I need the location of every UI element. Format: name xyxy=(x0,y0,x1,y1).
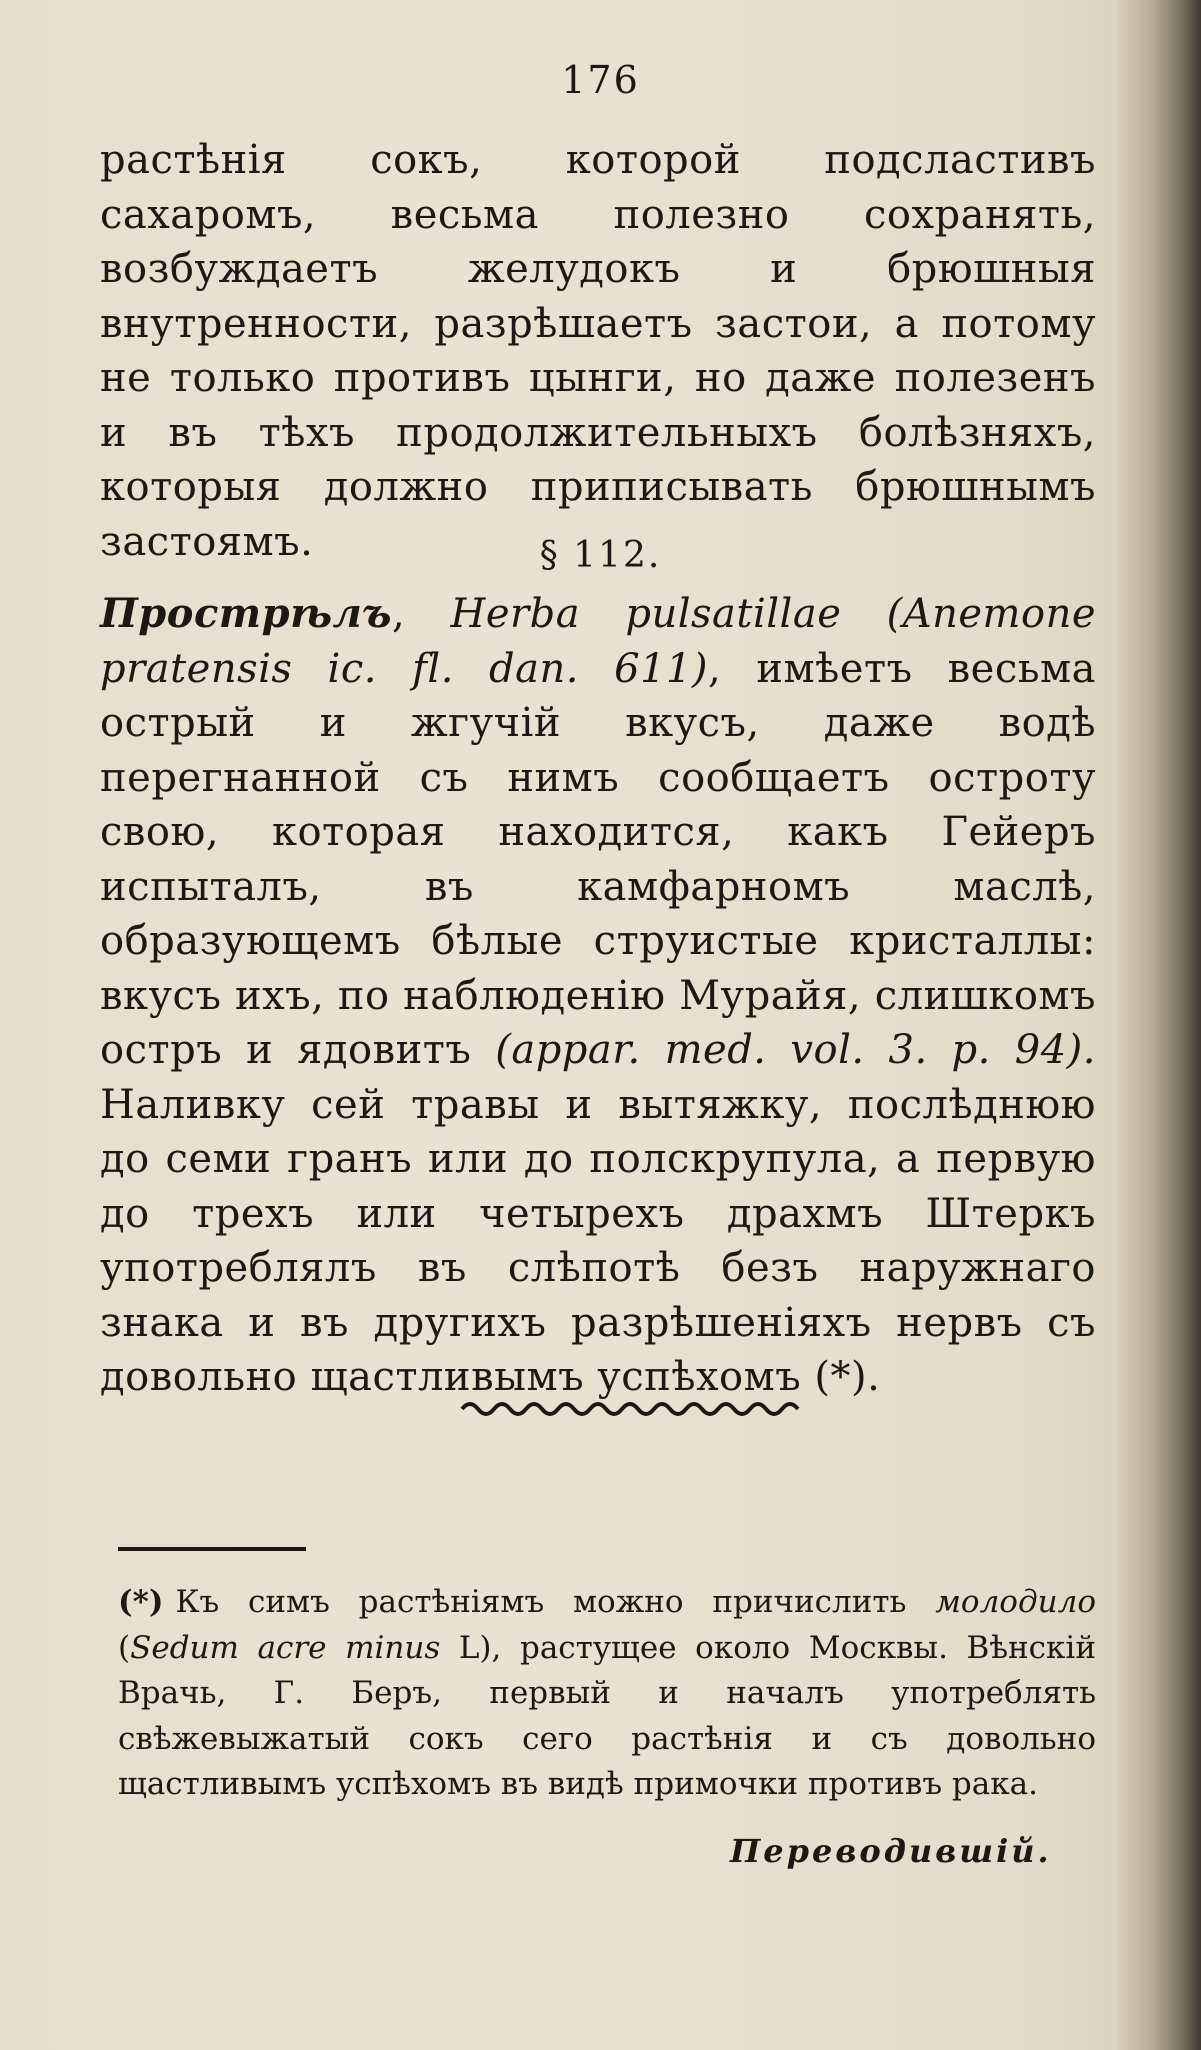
paragraph-2-text-a: , имѣетъ весьма острый и жгучій вкусъ, даже водѣ перегнанной съ нимъ сообщаетъ остроту свою, которая находится, какъ Гейеръ испыталъ, въ камфарномъ маслѣ, образующемъ бѣлые струистые кристаллы: вкусъ ихъ, по наблюденію Мурайя, слишкомъ остръ и ядовитъ xyxy=(100,645,1096,1073)
paragraph-2-text-b: Наливку сей травы и вытяжку, послѣднюю до семи гранъ или до полскрупула, а первую до трехъ или четырехъ драхмъ Штеркъ употреблялъ въ слѣпотѣ безъ наружнаго знака и въ другихъ разрѣшеніяхъ нервъ съ довольно щастливымъ успѣхомъ (*). xyxy=(100,1081,1096,1400)
paragraph-2 xyxy=(100,587,1096,1405)
page-number: 176 xyxy=(561,58,640,102)
footnote-text-c: L), растущее около Москвы. Вѣнскій Врачь, Г. Беръ, первый и началъ употреблять свѣжевыжатый сокъ сего растѣнія и съ довольно щастливымъ успѣхомъ въ видѣ примочки противъ рака. xyxy=(118,1629,1096,1802)
wave-ornament xyxy=(460,1398,800,1420)
translator-signature: Переводившій. xyxy=(730,1832,1052,1870)
latin-name: Herba pulsatillae (Anemone pratensis ic. fl. dan. 611) xyxy=(100,591,1097,692)
footnote-rule xyxy=(118,1547,306,1551)
reference-citation: (appar. med. vol. 3. p. 94). xyxy=(495,1027,1096,1073)
section-heading: § 112. xyxy=(539,535,662,576)
page-edge-shadow xyxy=(1118,0,1201,2050)
separator: , xyxy=(391,591,451,637)
footnote-text-b: ( xyxy=(118,1629,131,1666)
plant-term: Прострѣлъ xyxy=(100,590,392,637)
footnote-text-a: Къ симъ растѣніямъ можно причислить xyxy=(175,1584,936,1620)
paragraph-1: растѣнія сокъ, которой подсластивъ сахаромъ, весьма полезно сохранять, возбуждаетъ желудокъ и брюшныя внутренности, разрѣшаетъ застои, а потому не только противъ цынги, но даже полезенъ и въ тѣхъ продолжительныхъ болѣзняхъ, которыя должно приписывать брюшнымъ застоямъ. xyxy=(100,137,1096,565)
footnote-plant-name: молодило xyxy=(935,1584,1096,1620)
footnote xyxy=(118,1580,1096,1808)
footnote-latin-name: Sedum acre minus xyxy=(130,1629,441,1666)
footnote-marker: (*) xyxy=(118,1584,164,1620)
